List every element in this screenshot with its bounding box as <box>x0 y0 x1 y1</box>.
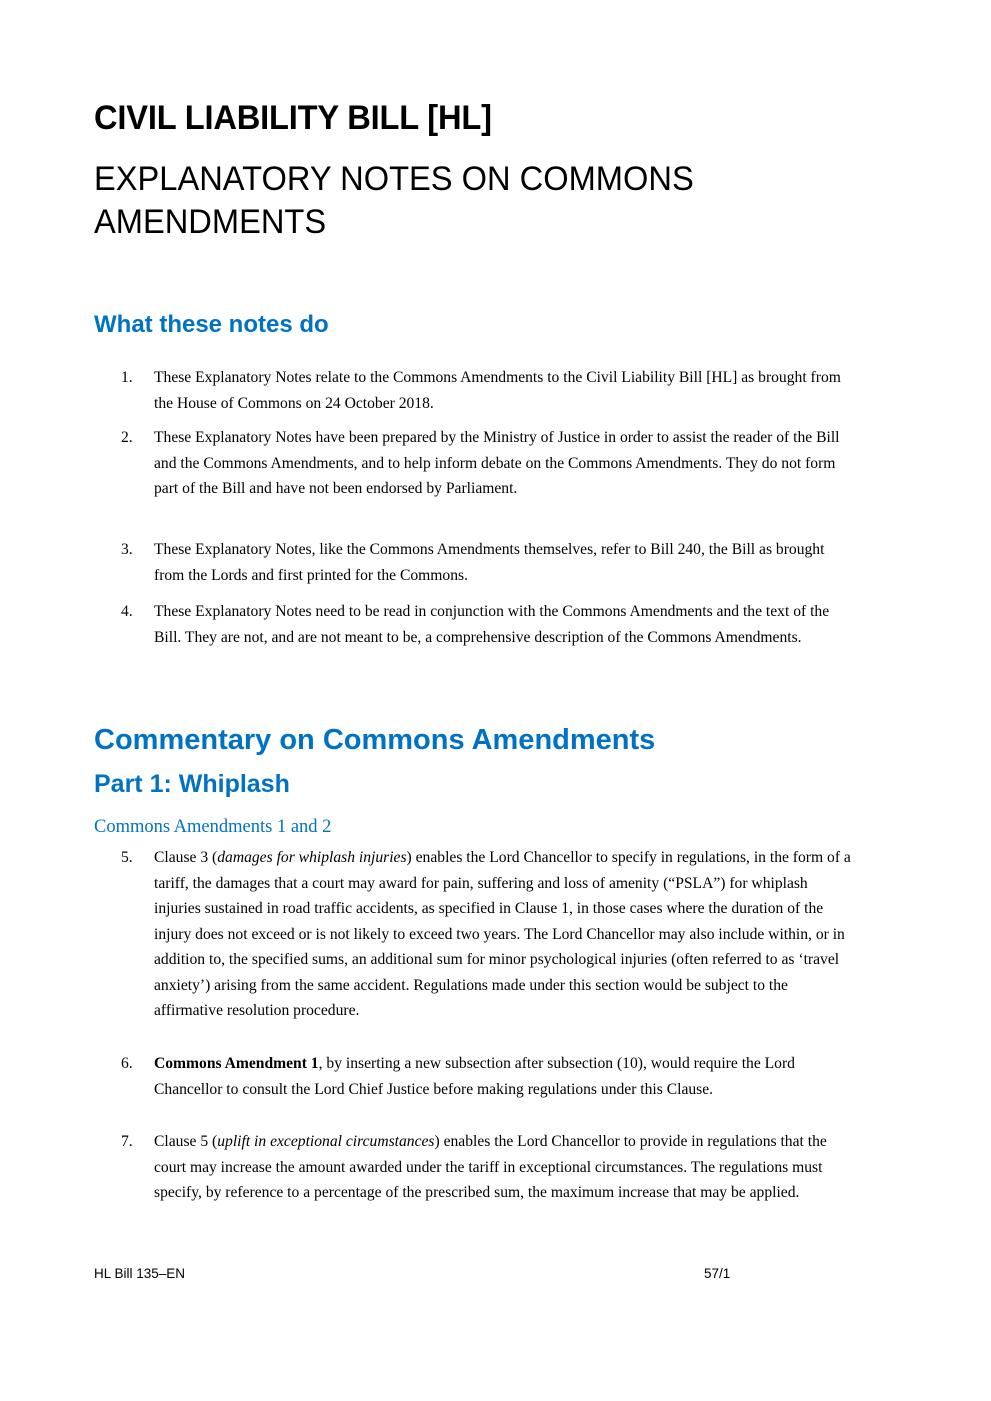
amendment-ref-bold: Commons Amendment 1 <box>154 1055 319 1072</box>
paragraph-2 <box>121 425 856 502</box>
paragraph-text: These Explanatory Notes have been prepared by the Ministry of Justice in order to assist the reader of the Bill and the Commons Amendments, and to help inform debate on the Commons Amendments. They do not form part of the Bill and have not been endorsed by Parliament. <box>154 429 840 497</box>
paragraph-4 <box>121 599 856 650</box>
section-heading-commentary: Commentary on Commons Amendments <box>94 724 656 756</box>
footer-page-reference: 57/1 <box>704 1266 731 1281</box>
paragraph-text: These Explanatory Notes relate to the Commons Amendments to the Civil Liability Bill [HL] as brought from the House of Commons on 24 October 2018. <box>154 369 841 412</box>
paragraph-text <box>154 1129 856 1206</box>
paragraph-3 <box>121 537 856 588</box>
footer-bill-reference: HL Bill 135–EN <box>94 1266 186 1281</box>
text-run: ) enables the Lord Chancellor to specify in regulations, in the form of a tariff, the damages that a court may award for pain, suffering and loss of amenity (“PSLA”) for whiplash injuries sustained in road traffic accidents, as specified in Clause 1, in those cases where the duration of the injury does not exceed or is not likely to exceed two years. The Lord Chancellor may also include within, or in addition to, the specified sums, an additional sum for minor psychological injuries (often referred to as ‘travel anxiety’) arising from the same accident. Regulations made under this section would be subject to the affirmative resolution procedure. <box>154 849 851 1019</box>
paragraph-number: 5. <box>121 849 133 866</box>
document-title: CIVIL LIABILITY BILL [HL] <box>94 99 492 137</box>
paragraph-1 <box>121 365 856 416</box>
part-heading: Part 1: Whiplash <box>94 770 290 798</box>
text-run: , by inserting a new subsection after subsection (10), would require the Lord Chancellor to consult the Lord Chief Justice before making regulations under this Clause. <box>154 1055 795 1098</box>
document-subtitle: EXPLANATORY NOTES ON COMMONS AMENDMENTS <box>94 160 694 241</box>
paragraph-number: 6. <box>121 1055 133 1072</box>
paragraph-text: These Explanatory Notes, like the Commons Amendments themselves, refer to Bill 240, the Bill as brought from the Lords and first printed for the Commons. <box>154 541 825 584</box>
paragraph-number: 7. <box>121 1133 133 1150</box>
text-run: ) enables the Lord Chancellor to provide in regulations that the court may increase the amount awarded under the tariff in exceptional circumstances. The regulations must specify, by reference to a percentage of the prescribed sum, the maximum increase that may be applied. <box>154 1133 827 1201</box>
paragraph-number: 2. <box>121 429 133 446</box>
clause-title-italic: uplift in exceptional circumstances <box>217 1133 435 1150</box>
paragraph-text: These Explanatory Notes need to be read in conjunction with the Commons Amendments and the text of the Bill. They are not, and are not meant to be, a comprehensive description of the Commons Amendments. <box>154 603 830 646</box>
paragraph-6 <box>121 1051 856 1102</box>
text-run: Clause 5 ( <box>154 1133 218 1150</box>
paragraph-number: 3. <box>121 541 133 558</box>
amendments-subheading: Commons Amendments 1 and 2 <box>94 817 332 837</box>
paragraph-text <box>154 845 856 1024</box>
paragraph-text <box>154 1051 856 1102</box>
text-run: Clause 3 ( <box>154 849 218 866</box>
paragraph-7 <box>121 1129 856 1206</box>
clause-title-italic: damages for whiplash injuries <box>217 849 407 866</box>
paragraph-number: 4. <box>121 603 133 620</box>
paragraph-5 <box>121 845 856 1024</box>
section-heading-what-these-notes-do: What these notes do <box>94 311 329 338</box>
paragraph-number: 1. <box>121 369 133 386</box>
